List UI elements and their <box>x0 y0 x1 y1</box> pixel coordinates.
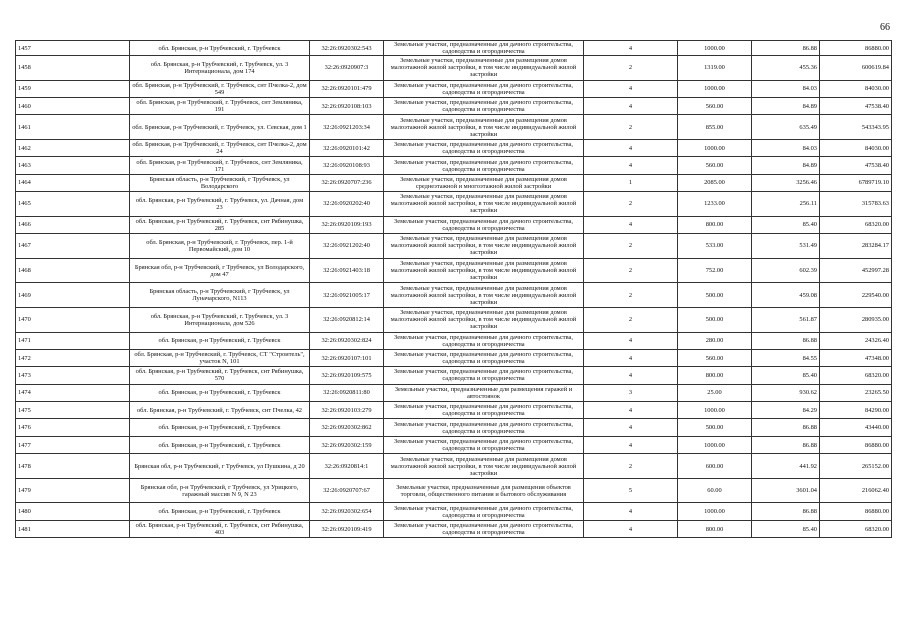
row-number-cell: 1476 <box>16 419 130 436</box>
cadastral-number-cell: 32:26:0920109:419 <box>310 520 384 537</box>
cadastral-value-cell: 315783.63 <box>820 192 892 217</box>
area-cell: 60.00 <box>678 478 752 503</box>
use-group-cell: 4 <box>584 402 678 419</box>
land-plots-table <box>15 40 892 538</box>
use-group-cell: 4 <box>584 216 678 233</box>
land-use-cell: Земельные участки, предназначенные для дачного строительства, садоводства и огородничества <box>384 139 584 156</box>
specific-value-cell: 85.40 <box>752 216 820 233</box>
cadastral-value-cell: 86880.00 <box>820 436 892 453</box>
row-number-cell: 1471 <box>16 332 130 349</box>
area-cell: 855.00 <box>678 115 752 140</box>
row-number-cell: 1474 <box>16 384 130 401</box>
table-row <box>16 349 892 366</box>
land-use-cell: Земельные участки, предназначенные для дачного строительства, садоводства и огородничества <box>384 216 584 233</box>
table-row <box>16 283 892 308</box>
specific-value-cell: 86.88 <box>752 41 820 56</box>
address-cell: обл. Брянская, р-н Трубчевский, г. Трубчевск <box>130 503 310 520</box>
cadastral-number-cell: 32:26:0920302:159 <box>310 436 384 453</box>
use-group-cell: 3 <box>584 384 678 401</box>
cadastral-value-cell: 47538.40 <box>820 97 892 114</box>
cadastral-value-cell: 452997.28 <box>820 258 892 283</box>
use-group-cell: 5 <box>584 478 678 503</box>
land-use-cell: Земельные участки, предназначенные для размещения объектов торговли, общественного питания и бытового обслуживания <box>384 478 584 503</box>
row-number-cell: 1469 <box>16 283 130 308</box>
land-use-cell: Земельные участки, предназначенные для размещения домов малоэтажной жилой застройки, в том числе индивидуальной жилой застройки <box>384 454 584 479</box>
cadastral-number-cell: 32:26:0920103:279 <box>310 402 384 419</box>
land-use-cell: Земельные участки, предназначенные для дачного строительства, садоводства и огородничества <box>384 349 584 366</box>
address-cell: обл. Брянская, р-н Трубчевский, г. Трубчевск, снт Рябинушка, 403 <box>130 520 310 537</box>
area-cell: 800.00 <box>678 216 752 233</box>
table-row <box>16 436 892 453</box>
area-cell: 600.00 <box>678 454 752 479</box>
specific-value-cell: 84.89 <box>752 157 820 174</box>
table-row <box>16 503 892 520</box>
cadastral-value-cell: 216062.40 <box>820 478 892 503</box>
cadastral-number-cell: 32:26:0920707:236 <box>310 174 384 191</box>
specific-value-cell: 84.55 <box>752 349 820 366</box>
row-number-cell: 1463 <box>16 157 130 174</box>
table-row <box>16 192 892 217</box>
specific-value-cell: 85.40 <box>752 520 820 537</box>
area-cell: 752.00 <box>678 258 752 283</box>
row-number-cell: 1461 <box>16 115 130 140</box>
land-use-cell: Земельные участки, предназначенные для дачного строительства, садоводства и огородничества <box>384 520 584 537</box>
area-cell: 533.00 <box>678 234 752 259</box>
address-cell: обл. Брянская, р-н Трубчевский, г. Трубчевск, снт Пчелка-2, дом 549 <box>130 80 310 97</box>
cadastral-value-cell: 23265.50 <box>820 384 892 401</box>
address-cell: обл. Брянская, р-н Трубчевский, г. Трубчевск <box>130 41 310 56</box>
land-use-cell: Земельные участки, предназначенные для размещения гаражей и автостоянок <box>384 384 584 401</box>
use-group-cell: 2 <box>584 56 678 81</box>
land-use-cell: Земельные участки, предназначенные для дачного строительства, садоводства и огородничества <box>384 157 584 174</box>
row-number-cell: 1462 <box>16 139 130 156</box>
land-use-cell: Земельные участки, предназначенные для размещения домов малоэтажной жилой застройки, в том числе индивидуальной жилой застройки <box>384 283 584 308</box>
use-group-cell: 2 <box>584 307 678 332</box>
cadastral-value-cell: 86880.00 <box>820 41 892 56</box>
use-group-cell: 4 <box>584 520 678 537</box>
cadastral-value-cell: 68320.00 <box>820 367 892 384</box>
use-group-cell: 4 <box>584 419 678 436</box>
use-group-cell: 2 <box>584 454 678 479</box>
table-row <box>16 80 892 97</box>
cadastral-number-cell: 32:26:0920707:67 <box>310 478 384 503</box>
specific-value-cell: 531.49 <box>752 234 820 259</box>
table-row <box>16 384 892 401</box>
cadastral-value-cell: 47538.40 <box>820 157 892 174</box>
address-cell: обл. Брянская, р-н Трубчевский, г. Трубчевск, снт Пчелка, 42 <box>130 402 310 419</box>
land-use-cell: Земельные участки, предназначенные для дачного строительства, садоводства и огородничества <box>384 80 584 97</box>
address-cell: Брянская обл, р-н Трубчевский, г Трубчевск, ул Урицкого, гаражный массив N 9, N 23 <box>130 478 310 503</box>
area-cell: 500.00 <box>678 283 752 308</box>
area-cell: 1000.00 <box>678 402 752 419</box>
table-row <box>16 258 892 283</box>
land-use-cell: Земельные участки, предназначенные для размещения домов малоэтажной жилой застройки, в том числе индивидуальной жилой застройки <box>384 234 584 259</box>
specific-value-cell: 930.62 <box>752 384 820 401</box>
use-group-cell: 2 <box>584 234 678 259</box>
address-cell: обл. Брянская, р-н Трубчевский, г. Трубчевск <box>130 436 310 453</box>
address-cell: Брянская обл, р-н Трубчевский, г Трубчевск, ул Пушкина, д 20 <box>130 454 310 479</box>
address-cell: обл. Брянская, р-н Трубчевский, г. Трубчевск <box>130 332 310 349</box>
use-group-cell: 1 <box>584 174 678 191</box>
specific-value-cell: 84.29 <box>752 402 820 419</box>
address-cell: Брянская область, р-н Трубчевский, г Трубчевск, ул Володарского <box>130 174 310 191</box>
address-cell: обл. Брянская, р-н Трубчевский, г. Трубчевск, снт Пчелка-2, дом 24 <box>130 139 310 156</box>
specific-value-cell: 84.03 <box>752 80 820 97</box>
table-row <box>16 478 892 503</box>
use-group-cell: 4 <box>584 332 678 349</box>
specific-value-cell: 86.88 <box>752 436 820 453</box>
row-number-cell: 1478 <box>16 454 130 479</box>
land-use-cell: Земельные участки, предназначенные для размещения домов малоэтажной жилой застройки, в том числе индивидуальной жилой застройки <box>384 307 584 332</box>
table-body <box>16 41 892 538</box>
address-cell: Брянская область, р-н Трубчевский, г Трубчевск, ул Луначарского, N113 <box>130 283 310 308</box>
area-cell: 500.00 <box>678 307 752 332</box>
address-cell: обл. Брянская, р-н Трубчевский, г. Трубчевск, ул. Дачная, дом 23 <box>130 192 310 217</box>
land-use-cell: Земельные участки, предназначенные для размещения домов малоэтажной жилой застройки, в том числе индивидуальной жилой застройки <box>384 192 584 217</box>
table-row <box>16 419 892 436</box>
area-cell: 1000.00 <box>678 80 752 97</box>
use-group-cell: 4 <box>584 97 678 114</box>
land-use-cell: Земельные участки, предназначенные для дачного строительства, садоводства и огородничества <box>384 97 584 114</box>
address-cell: обл. Брянская, р-н Трубчевский, г. Трубчевск, ул. 3 Интернационала, дом 174 <box>130 56 310 81</box>
table-row <box>16 97 892 114</box>
land-use-cell: Земельные участки, предназначенные для размещения домов малоэтажной жилой застройки, в том числе индивидуальной жилой застройки <box>384 258 584 283</box>
cadastral-number-cell: 32:26:0920302:824 <box>310 332 384 349</box>
specific-value-cell: 455.36 <box>752 56 820 81</box>
table-row <box>16 216 892 233</box>
specific-value-cell: 86.88 <box>752 332 820 349</box>
address-cell: обл. Брянская, р-н Трубчевский, г. Трубчевск, снт Земляника, 191 <box>130 97 310 114</box>
land-use-cell: Земельные участки, предназначенные для дачного строительства, садоводства и огородничества <box>384 419 584 436</box>
row-number-cell: 1459 <box>16 80 130 97</box>
specific-value-cell: 441.92 <box>752 454 820 479</box>
cadastral-value-cell: 68320.00 <box>820 520 892 537</box>
use-group-cell: 2 <box>584 115 678 140</box>
table-row <box>16 367 892 384</box>
cadastral-number-cell: 32:26:0921005:17 <box>310 283 384 308</box>
use-group-cell: 4 <box>584 436 678 453</box>
use-group-cell: 2 <box>584 192 678 217</box>
cadastral-value-cell: 24326.40 <box>820 332 892 349</box>
cadastral-value-cell: 600619.84 <box>820 56 892 81</box>
row-number-cell: 1475 <box>16 402 130 419</box>
cadastral-number-cell: 32:26:0920302:543 <box>310 41 384 56</box>
land-use-cell: Земельные участки, предназначенные для дачного строительства, садоводства и огородничества <box>384 503 584 520</box>
use-group-cell: 4 <box>584 139 678 156</box>
cadastral-number-cell: 32:26:0920907:3 <box>310 56 384 81</box>
cadastral-number-cell: 32:26:0920107:101 <box>310 349 384 366</box>
area-cell: 560.00 <box>678 157 752 174</box>
specific-value-cell: 561.87 <box>752 307 820 332</box>
row-number-cell: 1479 <box>16 478 130 503</box>
use-group-cell: 2 <box>584 283 678 308</box>
cadastral-value-cell: 84030.00 <box>820 80 892 97</box>
specific-value-cell: 3256.46 <box>752 174 820 191</box>
row-number-cell: 1465 <box>16 192 130 217</box>
address-cell: обл. Брянская, р-н Трубчевский, г. Трубчевск, снт Рябинушка, 570 <box>130 367 310 384</box>
specific-value-cell: 86.88 <box>752 503 820 520</box>
land-use-cell: Земельные участки, предназначенные для дачного строительства, садоводства и огородничества <box>384 367 584 384</box>
cadastral-number-cell: 32:26:0920109:575 <box>310 367 384 384</box>
cadastral-value-cell: 86880.00 <box>820 503 892 520</box>
address-cell: Брянская обл, р-н Трубчевский, г Трубчевск, ул Володарского, дом 47 <box>130 258 310 283</box>
table-row <box>16 56 892 81</box>
land-use-cell: Земельные участки, предназначенные для размещения домов малоэтажной жилой застройки, в том числе индивидуальной жилой застройки <box>384 115 584 140</box>
specific-value-cell: 459.08 <box>752 283 820 308</box>
area-cell: 1233.00 <box>678 192 752 217</box>
address-cell: обл. Брянская, р-н Трубчевский, г. Трубчевск, СТ "Строитель", участок N, 101 <box>130 349 310 366</box>
row-number-cell: 1467 <box>16 234 130 259</box>
area-cell: 500.00 <box>678 419 752 436</box>
area-cell: 560.00 <box>678 97 752 114</box>
table-row <box>16 520 892 537</box>
use-group-cell: 4 <box>584 349 678 366</box>
table-row <box>16 139 892 156</box>
address-cell: обл. Брянская, р-н Трубчевский, г. Трубчевск <box>130 419 310 436</box>
area-cell: 2085.00 <box>678 174 752 191</box>
address-cell: обл. Брянская, р-н Трубчевский, г. Трубчевск, снт Рябинушка, 285 <box>130 216 310 233</box>
specific-value-cell: 86.88 <box>752 419 820 436</box>
table-row <box>16 234 892 259</box>
cadastral-number-cell: 32:26:0920302:654 <box>310 503 384 520</box>
use-group-cell: 4 <box>584 503 678 520</box>
land-use-cell: Земельные участки, предназначенные для дачного строительства, садоводства и огородничества <box>384 402 584 419</box>
use-group-cell: 4 <box>584 367 678 384</box>
use-group-cell: 2 <box>584 258 678 283</box>
table-row <box>16 115 892 140</box>
address-cell: обл. Брянская, р-н Трубчевский, г. Трубчевск, пер. 1-й Первомайский, дом 10 <box>130 234 310 259</box>
cadastral-value-cell: 229540.00 <box>820 283 892 308</box>
cadastral-value-cell: 84030.00 <box>820 139 892 156</box>
table-row <box>16 41 892 56</box>
table-row <box>16 174 892 191</box>
specific-value-cell: 3601.04 <box>752 478 820 503</box>
row-number-cell: 1460 <box>16 97 130 114</box>
area-cell: 1319.00 <box>678 56 752 81</box>
cadastral-value-cell: 84290.00 <box>820 402 892 419</box>
cadastral-value-cell: 543343.95 <box>820 115 892 140</box>
cadastral-number-cell: 32:26:0920302:862 <box>310 419 384 436</box>
address-cell: обл. Брянская, р-н Трубчевский, г. Трубчевск, ул. 3 Интернационала, дом 526 <box>130 307 310 332</box>
area-cell: 280.00 <box>678 332 752 349</box>
cadastral-number-cell: 32:26:0921202:40 <box>310 234 384 259</box>
row-number-cell: 1457 <box>16 41 130 56</box>
address-cell: обл. Брянская, р-н Трубчевский, г. Трубчевск, снт Земляника, 171 <box>130 157 310 174</box>
specific-value-cell: 635.49 <box>752 115 820 140</box>
area-cell: 1000.00 <box>678 139 752 156</box>
page-number: 66 <box>880 22 890 33</box>
row-number-cell: 1470 <box>16 307 130 332</box>
land-use-cell: Земельные участки, предназначенные для дачного строительства, садоводства и огородничества <box>384 332 584 349</box>
specific-value-cell: 602.39 <box>752 258 820 283</box>
row-number-cell: 1481 <box>16 520 130 537</box>
cadastral-value-cell: 68320.00 <box>820 216 892 233</box>
address-cell: обл. Брянская, р-н Трубчевский, г. Трубчевск <box>130 384 310 401</box>
area-cell: 1000.00 <box>678 503 752 520</box>
cadastral-value-cell: 265152.00 <box>820 454 892 479</box>
area-cell: 1000.00 <box>678 436 752 453</box>
table-row <box>16 157 892 174</box>
specific-value-cell: 85.40 <box>752 367 820 384</box>
cadastral-number-cell: 32:26:0920202:40 <box>310 192 384 217</box>
specific-value-cell: 84.89 <box>752 97 820 114</box>
use-group-cell: 4 <box>584 41 678 56</box>
cadastral-number-cell: 32:26:0920101:479 <box>310 80 384 97</box>
area-cell: 800.00 <box>678 520 752 537</box>
address-cell: обл. Брянская, р-н Трубчевский, г. Трубчевск, ул. Севская, дом 1 <box>130 115 310 140</box>
table-row <box>16 402 892 419</box>
cadastral-value-cell: 283284.17 <box>820 234 892 259</box>
row-number-cell: 1466 <box>16 216 130 233</box>
table-row <box>16 307 892 332</box>
cadastral-number-cell: 32:26:0921403:18 <box>310 258 384 283</box>
cadastral-number-cell: 32:26:0920108:103 <box>310 97 384 114</box>
land-use-cell: Земельные участки, предназначенные для размещения домов малоэтажной жилой застройки, в том числе индивидуальной жилой застройки <box>384 56 584 81</box>
use-group-cell: 4 <box>584 80 678 97</box>
area-cell: 560.00 <box>678 349 752 366</box>
land-use-cell: Земельные участки, предназначенные для дачного строительства, садоводства и огородничества <box>384 41 584 56</box>
cadastral-number-cell: 32:26:0920811:80 <box>310 384 384 401</box>
cadastral-number-cell: 32:26:0920108:93 <box>310 157 384 174</box>
row-number-cell: 1468 <box>16 258 130 283</box>
specific-value-cell: 256.11 <box>752 192 820 217</box>
land-use-cell: Земельные участки, предназначенные для дачного строительства, садоводства и огородничества <box>384 436 584 453</box>
row-number-cell: 1458 <box>16 56 130 81</box>
cadastral-value-cell: 43440.00 <box>820 419 892 436</box>
table-row <box>16 454 892 479</box>
cadastral-number-cell: 32:26:0920814:1 <box>310 454 384 479</box>
cadastral-value-cell: 6789719.10 <box>820 174 892 191</box>
row-number-cell: 1472 <box>16 349 130 366</box>
cadastral-number-cell: 32:26:0920109:193 <box>310 216 384 233</box>
use-group-cell: 4 <box>584 157 678 174</box>
row-number-cell: 1477 <box>16 436 130 453</box>
area-cell: 1000.00 <box>678 41 752 56</box>
area-cell: 800.00 <box>678 367 752 384</box>
row-number-cell: 1480 <box>16 503 130 520</box>
row-number-cell: 1473 <box>16 367 130 384</box>
cadastral-value-cell: 280935.00 <box>820 307 892 332</box>
specific-value-cell: 84.03 <box>752 139 820 156</box>
cadastral-number-cell: 32:26:0920101:42 <box>310 139 384 156</box>
cadastral-value-cell: 47348.00 <box>820 349 892 366</box>
row-number-cell: 1464 <box>16 174 130 191</box>
cadastral-number-cell: 32:26:0920812:14 <box>310 307 384 332</box>
table-row <box>16 332 892 349</box>
land-use-cell: Земельные участки, предназначенные для размещения домов среднеэтажной и многоэтажной жилой застройки <box>384 174 584 191</box>
area-cell: 25.00 <box>678 384 752 401</box>
cadastral-number-cell: 32:26:0921203:34 <box>310 115 384 140</box>
